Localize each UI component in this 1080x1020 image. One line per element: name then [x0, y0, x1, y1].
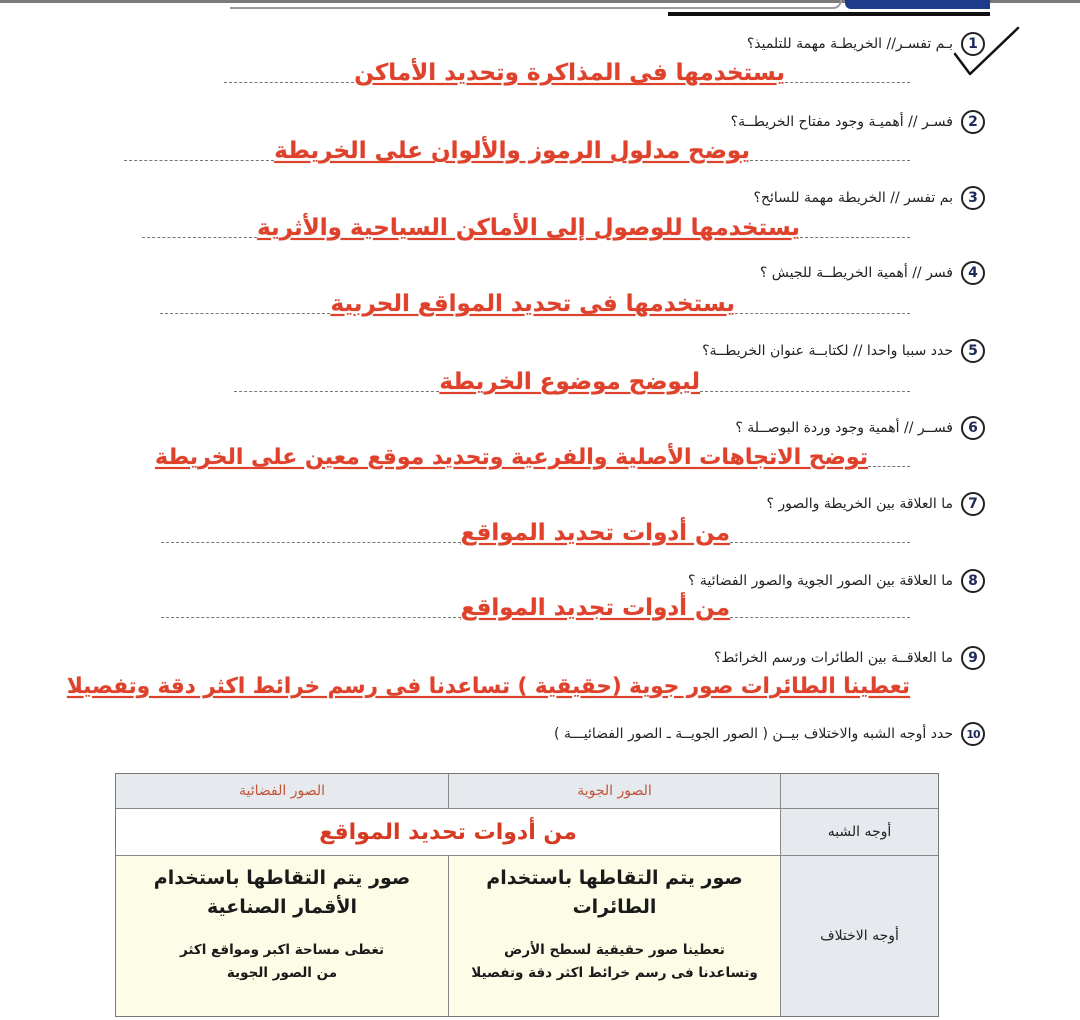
- answer-dotted-line: [750, 160, 910, 161]
- aerial-sub-text-2: وتساعدنا فى رسم خرائط اكثر دقة وتفصيلا: [471, 964, 758, 981]
- answer-dotted-line: [868, 466, 910, 467]
- question-6: [735, 416, 985, 440]
- answer-text: يستخدمها للوصول إلى الأماكن السياحية والأثرية: [257, 215, 800, 241]
- space-sub-text-2: من الصور الجوية: [226, 964, 338, 981]
- table-header-empty: [780, 774, 938, 808]
- answer-1: [224, 62, 910, 85]
- similarity-value: من أدوات تحديد المواقع: [116, 809, 780, 855]
- answer-text: يستخدمها فى المذاكرة وتحديد الأماكن: [354, 60, 785, 86]
- answer-7: [161, 522, 910, 545]
- question-1: [747, 32, 985, 56]
- question-text: فسر // أهمية الخريطــة للجيش ؟: [759, 265, 953, 281]
- answer-text: يوضح مدلول الرموز والألوان على الخريطة: [274, 138, 750, 164]
- table-header-space: الصور الفضائية: [239, 783, 326, 799]
- question-3: [754, 186, 985, 210]
- table-row-difference: [116, 856, 938, 1016]
- question-number: 4: [961, 261, 985, 285]
- question-number: 7: [961, 492, 985, 516]
- question-text: بـم تفسـر// الخريطـة مهمة للتلميذ؟: [746, 36, 953, 52]
- question-10: [554, 722, 985, 746]
- question-text: ما العلاقة بين الصور الجوية والصور الفضائية ؟: [687, 573, 953, 589]
- question-text: حدد أوجه الشبه والاختلاف بيــن ( الصور الجويــة ـ الصور الفضائيـــة ): [554, 726, 953, 742]
- question-number: 2: [961, 110, 985, 134]
- answer-dotted-line: [785, 82, 910, 83]
- answer-dotted-line: [161, 542, 461, 543]
- answer-dotted-line: [124, 160, 274, 161]
- comparison-table: [115, 773, 939, 1017]
- question-number: 5: [961, 339, 985, 363]
- table-header-row: [116, 774, 938, 809]
- difference-label: أوجه الاختلاف: [780, 856, 938, 1016]
- answer-dotted-line: [234, 391, 439, 392]
- header-blue-tab: [845, 0, 990, 9]
- answer-dotted-line: [735, 313, 910, 314]
- answer-dotted-line: [730, 542, 910, 543]
- table-header-aerial: الصور الجوية: [448, 774, 780, 808]
- table-row-similarity: [116, 809, 938, 856]
- question-7: [766, 492, 985, 516]
- question-number: 1: [961, 32, 985, 56]
- question-text: فسـر // أهميـة وجود مفتاح الخريطــة؟: [730, 114, 953, 130]
- answer-8: [161, 597, 910, 620]
- question-number: 10: [961, 722, 985, 746]
- difference-space-cell: [116, 856, 448, 1016]
- question-number: 9: [961, 646, 985, 670]
- question-text: حدد سببا واحدا // لكتابــة عنوان الخريطــة؟: [702, 343, 953, 359]
- question-5: [702, 339, 985, 363]
- aerial-main-text: صور يتم التقاطها باستخدام الطائرات: [486, 867, 743, 919]
- answer-dotted-line: [161, 617, 461, 618]
- question-9: [714, 646, 985, 670]
- answer-dotted-line: [224, 82, 354, 83]
- answer-text: يستخدمها فى تحديد المواقع الحربية: [330, 291, 735, 317]
- question-8: [688, 569, 985, 593]
- answer-text: ليوضح موضوع الخريطة: [439, 369, 700, 395]
- header-underline: [668, 12, 990, 16]
- question-text: ما العلاقة بين الخريطة والصور ؟: [766, 496, 953, 512]
- question-4: [760, 261, 985, 285]
- question-number: 3: [961, 186, 985, 210]
- answer-9: [67, 676, 910, 698]
- answer-2: [124, 140, 910, 163]
- similarity-label: أوجه الشبه: [780, 809, 938, 855]
- answer-dotted-line: [160, 313, 330, 314]
- question-number: 8: [961, 569, 985, 593]
- answer-6: [155, 447, 910, 469]
- answer-text: من أدوات تجديد المواقع: [460, 595, 730, 621]
- space-sub-text-1: تغطى مساحة اكبر ومواقع اكثر: [179, 941, 385, 958]
- question-number: 6: [961, 416, 985, 440]
- answer-text: توضح الاتجاهات الأصلية والفرعية وتحديد موقع معين على الخريطة: [155, 445, 868, 470]
- answer-dotted-line: [730, 617, 910, 618]
- answer-5: [234, 371, 910, 394]
- answer-4: [160, 293, 910, 316]
- aerial-sub-text-1: تعطينا صور حقيقية لسطح الأرض: [504, 941, 725, 958]
- answer-3: [142, 217, 910, 240]
- difference-aerial-cell: [448, 856, 780, 1016]
- question-text: فســر // أهمية وجود وردة البوصــلة ؟: [735, 420, 953, 436]
- question-2: [731, 110, 985, 134]
- answer-text: تعطينا الطائرات صور جوية (حقيقية ) تساعدنا فى رسم خرائط اكثر دقة وتفصيلا: [66, 674, 910, 699]
- space-main-text: صور يتم التقاطها باستخدام الأقمار الصناعية: [153, 867, 411, 919]
- header-curve-decoration: [230, 0, 842, 9]
- answer-dotted-line: [700, 391, 910, 392]
- question-text: ما العلاقــة بين الطائرات ورسم الخرائط؟: [713, 650, 953, 666]
- answer-dotted-line: [142, 237, 257, 238]
- question-text: بم تفسر // الخريطة مهمة للسائح؟: [753, 190, 953, 206]
- answer-text: من أدوات تحديد المواقع: [460, 520, 730, 546]
- answer-dotted-line: [800, 237, 910, 238]
